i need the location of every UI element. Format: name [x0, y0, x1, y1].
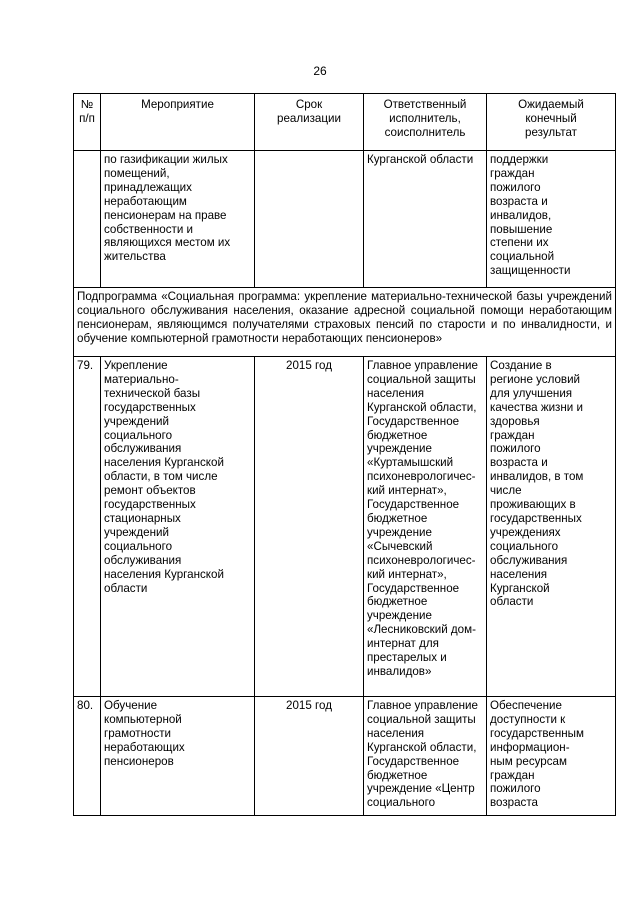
cell-event: Обучение компьютерной грамотности неработающих пенсионеров	[101, 697, 255, 816]
cell-executor: Главное управление социальной защиты населения Курганской области, Государственное бюджетное учреждение «Центр социального	[364, 697, 487, 816]
table-row	[74, 357, 616, 697]
table-header-row	[74, 94, 616, 151]
header-event: Мероприятие	[101, 94, 255, 151]
header-result: Ожидаемый конечный результат	[487, 94, 616, 151]
table-row	[74, 151, 616, 288]
table-row	[74, 697, 616, 816]
header-executor: Ответственный исполнитель, соисполнитель	[364, 94, 487, 151]
events-table	[73, 93, 616, 816]
cell-num	[74, 151, 101, 288]
header-term: Срок реализации	[255, 94, 364, 151]
cell-term	[255, 151, 364, 288]
cell-event: по газификации жилых помещений, принадлежащих неработающим пенсионерам на праве собственности и являющихся местом их жительства	[101, 151, 255, 288]
cell-num: 80.	[74, 697, 101, 816]
cell-executor: Курганской области	[364, 151, 487, 288]
header-num: № п/п	[74, 94, 101, 151]
cell-event: Укрепление материально- технической базы государственных учреждений социального обслуживания населения Курганской области, в том числе ремонт объектов государственных стационарных учреждений социального обслуживания населения Курганской области	[101, 357, 255, 697]
cell-result: Создание в регионе условий для улучшения качества жизни и здоровья граждан пожилого возраста и инвалидов, в том числе проживающих в государственных учреждениях социального обслуживания населения Курганской области	[487, 357, 616, 697]
cell-term: 2015 год	[255, 357, 364, 697]
subprogram-title: Подпрограмма «Социальная программа: укрепление материально-технической базы учреждений социального обслуживания населения, оказание адресной социальной помощи неработающим пенсионерам, являющимся получателями страховых пенсий по старости и по инвалидности, и обучение компьютерной грамотности неработающих пенсионеров»	[74, 288, 616, 357]
cell-num: 79.	[74, 357, 101, 697]
cell-term: 2015 год	[255, 697, 364, 816]
cell-result: поддержки граждан пожилого возраста и инвалидов, повышение степени их социальной защищенности	[487, 151, 616, 288]
subprogram-row	[74, 288, 616, 357]
page-number: 26	[313, 64, 327, 78]
cell-result: Обеспечение доступности к государственным информацион- ным ресурсам граждан пожилого возраста	[487, 697, 616, 816]
cell-executor: Главное управление социальной защиты населения Курганской области, Государственное бюджетное учреждение «Куртамышский психоневрологичес- кий интернат», Государственное бюджетное учреждение «Сычевский психоневрологичес- кий интернат», Государственное бюджетное учреждение «Лесниковский дом- интернат для престарелых и инвалидов»	[364, 357, 487, 697]
